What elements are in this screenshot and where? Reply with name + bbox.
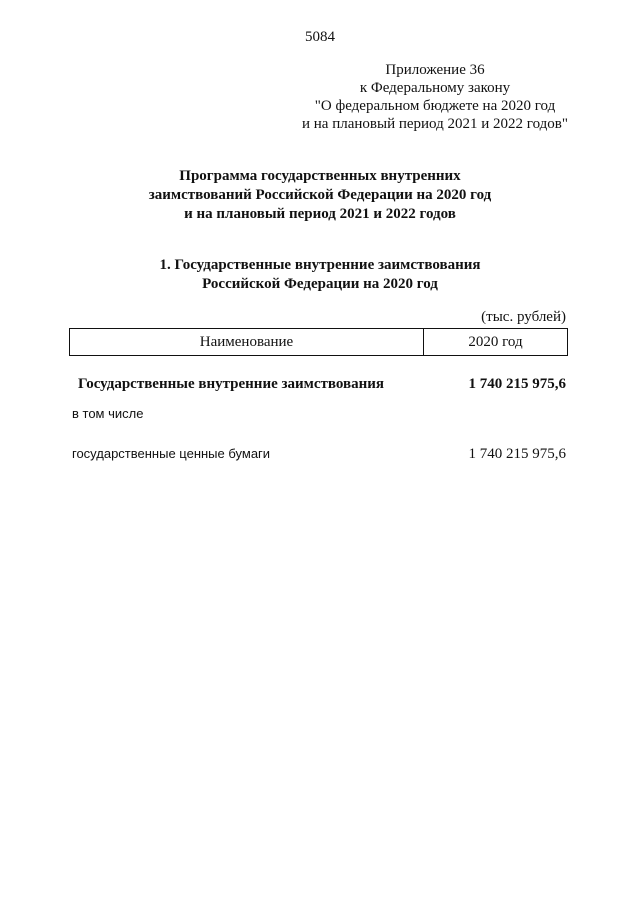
row-total-value: 1 740 215 975,6: [468, 376, 566, 392]
section-title: [0, 256, 640, 294]
page-number: 5084: [305, 29, 335, 45]
document-title-line: заимствований Российской Федерации на 2020 год: [148, 187, 492, 203]
row-securities-name: государственные ценные бумаги: [72, 446, 271, 461]
document-title-line: Программа государственных внутренних: [179, 168, 461, 184]
row-total-name: Государственные внутренние заимствования: [78, 376, 385, 392]
column-header-name: Наименование: [70, 329, 424, 355]
column-header-year: 2020 год: [468, 333, 523, 350]
appendix-line: и на плановый период 2021 и 2022 годов": [302, 116, 568, 132]
section-title-line: Российской Федерации на 2020 год: [202, 276, 438, 292]
appendix-line: Приложение 36: [385, 62, 485, 78]
units-label: (тыс. рублей): [481, 309, 566, 325]
row-including-label: в том числе: [72, 406, 144, 421]
appendix-reference: [250, 61, 620, 133]
row-securities-value: 1 740 215 975,6: [468, 446, 566, 462]
table-header: [69, 328, 568, 356]
document-title-line: и на плановый период 2021 и 2022 годов: [184, 206, 456, 222]
appendix-line: к Федеральному закону: [359, 80, 511, 96]
section-title-line: 1. Государственные внутренние заимствования: [159, 257, 481, 273]
appendix-line: "О федеральном бюджете на 2020 год: [314, 98, 556, 114]
document-title: [0, 167, 640, 224]
